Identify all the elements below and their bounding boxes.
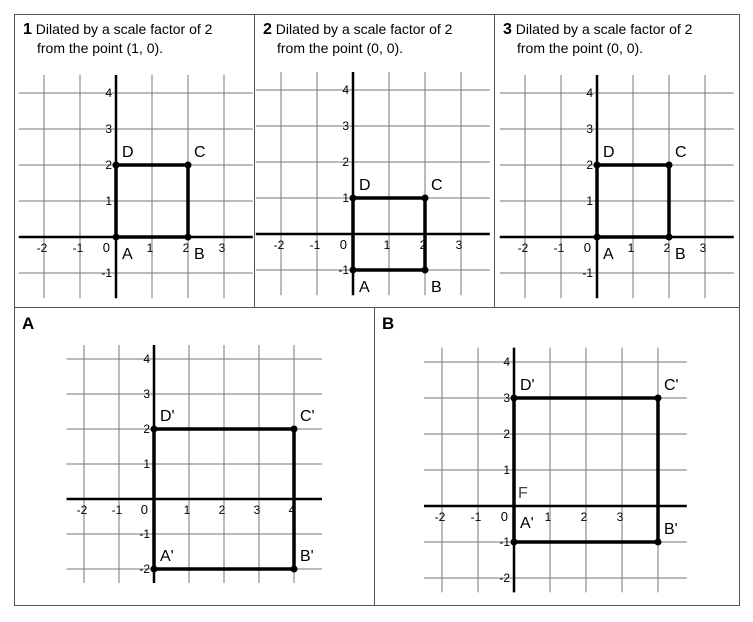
- panel-2-graph: [255, 15, 496, 309]
- panel-1-line1: Dilated by a scale factor of 2: [35, 21, 213, 37]
- x-tick-label: -1: [111, 503, 123, 517]
- vertex-label-d-prime: D': [520, 377, 535, 394]
- y-tick-label: 3: [586, 122, 593, 136]
- x-tick-label: 4: [288, 503, 296, 517]
- y-tick-label: -2: [139, 562, 150, 576]
- x-tick-label: 3: [616, 510, 624, 524]
- y-tick-label: 1: [143, 457, 150, 471]
- x-tick-label: 3: [699, 241, 707, 255]
- vertex-label-a-prime: A': [520, 515, 534, 532]
- panel-3-line2: from the point (0, 0).: [517, 40, 644, 56]
- x-tick-label: -1: [309, 238, 321, 252]
- y-tick-label: 4: [503, 355, 510, 369]
- panel-1-number: 1: [23, 21, 32, 38]
- x-tick-label: 1: [183, 503, 191, 517]
- vertex-dot: [291, 426, 298, 433]
- vertex-dot: [151, 426, 158, 433]
- y-tick-label: -1: [338, 263, 349, 277]
- vertex-dot: [113, 234, 120, 241]
- x-tick-label: -2: [76, 503, 88, 517]
- y-tick-label: -1: [139, 527, 150, 541]
- vertex-dot: [511, 539, 518, 546]
- x-tick-label: -2: [273, 238, 285, 252]
- vertex-label-a: A: [122, 246, 133, 263]
- y-tick-label: 3: [143, 387, 150, 401]
- vertex-dot: [511, 395, 518, 402]
- vertex-dot: [655, 395, 662, 402]
- vertex-label-d-prime: D': [160, 408, 175, 425]
- y-tick-label: 4: [143, 352, 150, 366]
- y-tick-label: 1: [342, 191, 349, 205]
- x-tick-label: -2: [36, 241, 48, 255]
- vertex-label-b-prime: B': [664, 521, 678, 538]
- x-tick-label: 3: [218, 241, 226, 255]
- x-tick-label: 2: [580, 510, 588, 524]
- panel-1-graph: [15, 15, 256, 309]
- y-tick-label: 3: [503, 391, 510, 405]
- panel-3-line1: Dilated by a scale factor of 2: [515, 21, 693, 37]
- vertex-dot: [594, 234, 601, 241]
- vertex-dot: [666, 234, 673, 241]
- vertex-label-d: D: [603, 144, 615, 161]
- x-tick-label: 3: [253, 503, 261, 517]
- origin-label: 0: [339, 237, 347, 252]
- panel-3: [494, 14, 740, 308]
- vertex-dot: [151, 566, 158, 573]
- vertex-dot: [594, 162, 601, 169]
- y-tick-label: 1: [503, 463, 510, 477]
- vertex-label-a: A: [603, 246, 614, 263]
- vertex-dot: [655, 539, 662, 546]
- vertex-label-f: F: [518, 485, 528, 502]
- vertex-label-b: B: [431, 279, 442, 296]
- vertex-dot: [666, 162, 673, 169]
- vertex-dot: [291, 566, 298, 573]
- vertex-label-d: D: [122, 144, 134, 161]
- x-tick-label: 1: [627, 241, 635, 255]
- vertex-label-c-prime: C': [664, 377, 679, 394]
- vertex-dot: [185, 234, 192, 241]
- y-tick-label: 2: [105, 158, 112, 172]
- y-tick-label: 1: [586, 194, 593, 208]
- vertex-label-c-prime: C': [300, 408, 315, 425]
- x-tick-label: -1: [553, 241, 565, 255]
- vertex-dot: [422, 267, 429, 274]
- y-tick-label: 4: [586, 86, 593, 100]
- y-tick-label: -1: [582, 266, 593, 280]
- vertex-dot: [185, 162, 192, 169]
- y-tick-label: 2: [586, 158, 593, 172]
- vertex-label-b: B: [675, 246, 686, 263]
- panel-1-line2: from the point (1, 0).: [37, 40, 164, 56]
- vertex-dot: [350, 267, 357, 274]
- y-tick-label: 2: [342, 155, 349, 169]
- x-tick-label: -1: [72, 241, 84, 255]
- x-tick-label: 2: [218, 503, 226, 517]
- panel-A: [14, 307, 375, 606]
- vertex-dot: [113, 162, 120, 169]
- vertex-label-b: B: [194, 246, 205, 263]
- y-tick-label: 4: [342, 83, 349, 97]
- vertex-label-c: C: [431, 177, 443, 194]
- panel-B-letter: B: [382, 314, 395, 333]
- x-tick-label: 2: [182, 241, 190, 255]
- x-tick-label: -2: [434, 510, 446, 524]
- vertex-label-a-prime: A': [160, 548, 174, 565]
- y-tick-label: -1: [101, 266, 112, 280]
- y-tick-label: 2: [503, 427, 510, 441]
- origin-label: 0: [583, 240, 591, 255]
- origin-label: 0: [140, 502, 148, 517]
- panel-1: [14, 14, 255, 308]
- panel-2-line2: from the point (0, 0).: [277, 40, 404, 56]
- x-tick-label: 1: [544, 510, 552, 524]
- x-tick-label: 2: [663, 241, 671, 255]
- y-tick-label: -2: [499, 571, 510, 585]
- x-tick-label: 2: [419, 238, 427, 252]
- origin-label: 0: [102, 240, 110, 255]
- panel-B-graph: [375, 308, 741, 607]
- panel-2: [254, 14, 495, 308]
- x-tick-label: 1: [146, 241, 154, 255]
- panel-2-number: 2: [263, 21, 272, 38]
- y-tick-label: 3: [105, 122, 112, 136]
- x-tick-label: -1: [470, 510, 482, 524]
- vertex-label-a: A: [359, 279, 370, 296]
- panel-3-number: 3: [503, 21, 512, 38]
- y-tick-label: 4: [105, 86, 112, 100]
- x-tick-label: 1: [383, 238, 391, 252]
- vertex-label-d: D: [359, 177, 371, 194]
- panel-3-graph: [495, 15, 741, 309]
- x-tick-label: -2: [517, 241, 529, 255]
- panel-A-graph: [15, 308, 376, 607]
- y-tick-label: 2: [143, 422, 150, 436]
- x-tick-label: 3: [455, 238, 463, 252]
- vertex-label-c: C: [675, 144, 687, 161]
- vertex-label-b-prime: B': [300, 548, 314, 565]
- panel-2-line1: Dilated by a scale factor of 2: [275, 21, 453, 37]
- origin-label: 0: [500, 509, 508, 524]
- y-tick-label: 3: [342, 119, 349, 133]
- panel-B: [374, 307, 740, 606]
- panel-A-letter: A: [22, 314, 35, 333]
- y-tick-label: -1: [499, 535, 510, 549]
- vertex-dot: [350, 195, 357, 202]
- vertex-dot: [422, 195, 429, 202]
- y-tick-label: 1: [105, 194, 112, 208]
- vertex-label-c: C: [194, 144, 206, 161]
